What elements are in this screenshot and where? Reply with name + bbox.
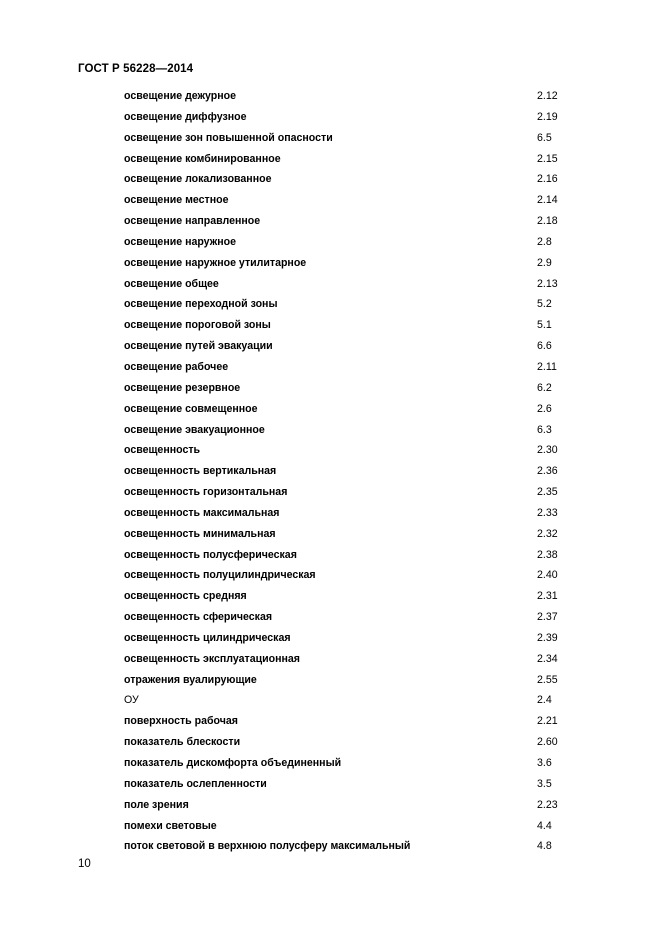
index-entry <box>124 213 564 234</box>
index-ref-number: 6.6 <box>537 340 552 353</box>
index-term: освещение комбинированное <box>124 152 281 165</box>
index-ref-number: 2.16 <box>537 173 558 186</box>
index-ref-number: 2.60 <box>537 736 558 749</box>
index-entry <box>124 755 564 776</box>
index-term: ОУ <box>124 694 139 707</box>
index-ref-number: 2.23 <box>537 798 558 811</box>
index-ref-number: 6.2 <box>537 381 552 394</box>
term-index-list <box>124 88 564 859</box>
index-term: освещение путей эвакуации <box>124 340 273 353</box>
index-term: показатель ослепленности <box>124 777 267 790</box>
index-entry <box>124 484 564 505</box>
index-entry <box>124 359 564 380</box>
index-entry <box>124 818 564 839</box>
index-entry <box>124 588 564 609</box>
index-ref-number: 4.8 <box>537 840 552 853</box>
index-ref-number: 2.31 <box>537 590 558 603</box>
index-entry <box>124 797 564 818</box>
index-term: освещенность полуцилиндрическая <box>124 569 316 582</box>
index-entry <box>124 838 564 859</box>
index-term: освещение местное <box>124 194 229 207</box>
index-ref-number: 5.2 <box>537 298 552 311</box>
index-entry <box>124 734 564 755</box>
index-term: освещенность эксплуатационная <box>124 652 300 665</box>
index-entry <box>124 276 564 297</box>
index-ref-number: 2.4 <box>537 694 552 707</box>
index-term: освещение пороговой зоны <box>124 319 271 332</box>
index-entry <box>124 547 564 568</box>
index-entry <box>124 672 564 693</box>
index-ref-number: 2.39 <box>537 631 558 644</box>
index-ref-number: 6.5 <box>537 131 552 144</box>
index-ref-number: 2.19 <box>537 110 558 123</box>
index-ref-number: 2.37 <box>537 611 558 624</box>
index-entry <box>124 651 564 672</box>
index-term: освещенность <box>124 444 201 457</box>
index-term: освещение наружное утилитарное <box>124 256 307 269</box>
index-ref-number: 2.18 <box>537 215 558 228</box>
index-ref-number: 2.38 <box>537 548 558 561</box>
index-term: освещенность максимальная <box>124 506 280 519</box>
index-term: освещение наружное <box>124 235 236 248</box>
index-entry <box>124 88 564 109</box>
index-entry <box>124 151 564 172</box>
index-entry <box>124 442 564 463</box>
index-term: освещенность горизонтальная <box>124 486 288 499</box>
index-ref-number: 2.34 <box>537 652 558 665</box>
index-entry <box>124 338 564 359</box>
index-entry <box>124 567 564 588</box>
index-term: освещение направленное <box>124 215 261 228</box>
index-entry <box>124 234 564 255</box>
index-ref-number: 2.21 <box>537 715 558 728</box>
index-term: отражения вуалирующие <box>124 673 257 686</box>
index-term: освещение резервное <box>124 381 241 394</box>
index-entry <box>124 422 564 443</box>
index-entry <box>124 713 564 734</box>
index-term: поверхность рабочая <box>124 715 238 728</box>
index-term: освещенность средняя <box>124 590 247 603</box>
index-entry <box>124 776 564 797</box>
index-term: освещение общее <box>124 277 219 290</box>
index-ref-number: 2.8 <box>537 235 552 248</box>
index-term: освещение совмещенное <box>124 402 258 415</box>
index-entry <box>124 526 564 547</box>
index-entry <box>124 505 564 526</box>
index-term: освещенность цилиндрическая <box>124 631 291 644</box>
index-entry <box>124 401 564 422</box>
index-entry <box>124 692 564 713</box>
index-entry <box>124 317 564 338</box>
index-term: освещенность полусферическая <box>124 548 297 561</box>
index-term: поток световой в верхнюю полусферу максимальный <box>124 840 411 853</box>
index-ref-number: 2.12 <box>537 90 558 102</box>
index-ref-number: 2.6 <box>537 402 552 415</box>
index-entry <box>124 130 564 151</box>
index-term: освещение эвакуационное <box>124 423 265 436</box>
index-entry <box>124 463 564 484</box>
index-ref-number: 4.4 <box>537 819 552 832</box>
index-ref-number: 6.3 <box>537 423 552 436</box>
index-term: освещение зон повышенной опасности <box>124 131 333 144</box>
index-entry <box>124 192 564 213</box>
index-ref-number: 2.33 <box>537 506 558 519</box>
index-ref-number: 5.1 <box>537 319 552 332</box>
index-term: освещенность сферическая <box>124 611 273 624</box>
index-term: освещение переходной зоны <box>124 298 278 311</box>
index-ref-number: 3.5 <box>537 777 552 790</box>
index-term: помехи световые <box>124 819 217 832</box>
index-term: освещение локализованное <box>124 173 272 186</box>
index-term: освещение диффузное <box>124 110 247 123</box>
index-ref-number: 2.36 <box>537 465 558 478</box>
index-entry <box>124 609 564 630</box>
index-ref-number: 2.40 <box>537 569 558 582</box>
index-term: поле зрения <box>124 798 189 811</box>
index-ref-number: 2.9 <box>537 256 552 269</box>
index-term: освещенность минимальная <box>124 527 276 540</box>
index-ref-number: 2.13 <box>537 277 558 290</box>
index-ref-number: 2.14 <box>537 194 558 207</box>
index-entry <box>124 380 564 401</box>
index-ref-number: 2.35 <box>537 486 558 499</box>
index-ref-number: 2.55 <box>537 673 558 686</box>
index-entry <box>124 296 564 317</box>
index-ref-number: 2.15 <box>537 152 558 165</box>
index-term: освещение рабочее <box>124 360 229 373</box>
index-term: освещенность вертикальная <box>124 465 277 478</box>
index-term: показатель блескости <box>124 736 241 749</box>
index-ref-number: 3.6 <box>537 757 552 769</box>
index-entry <box>124 630 564 651</box>
page-number: 10 <box>78 858 91 870</box>
index-ref-number: 2.32 <box>537 527 558 540</box>
index-ref-number: 2.30 <box>537 444 558 457</box>
index-term: показатель дискомфорта объединенный <box>124 757 342 769</box>
index-entry <box>124 255 564 276</box>
index-ref-number: 2.11 <box>537 360 557 373</box>
document-header: ГОСТ Р 56228—2014 <box>78 63 194 75</box>
index-entry <box>124 109 564 130</box>
index-entry <box>124 171 564 192</box>
index-term: освещение дежурное <box>124 90 237 102</box>
